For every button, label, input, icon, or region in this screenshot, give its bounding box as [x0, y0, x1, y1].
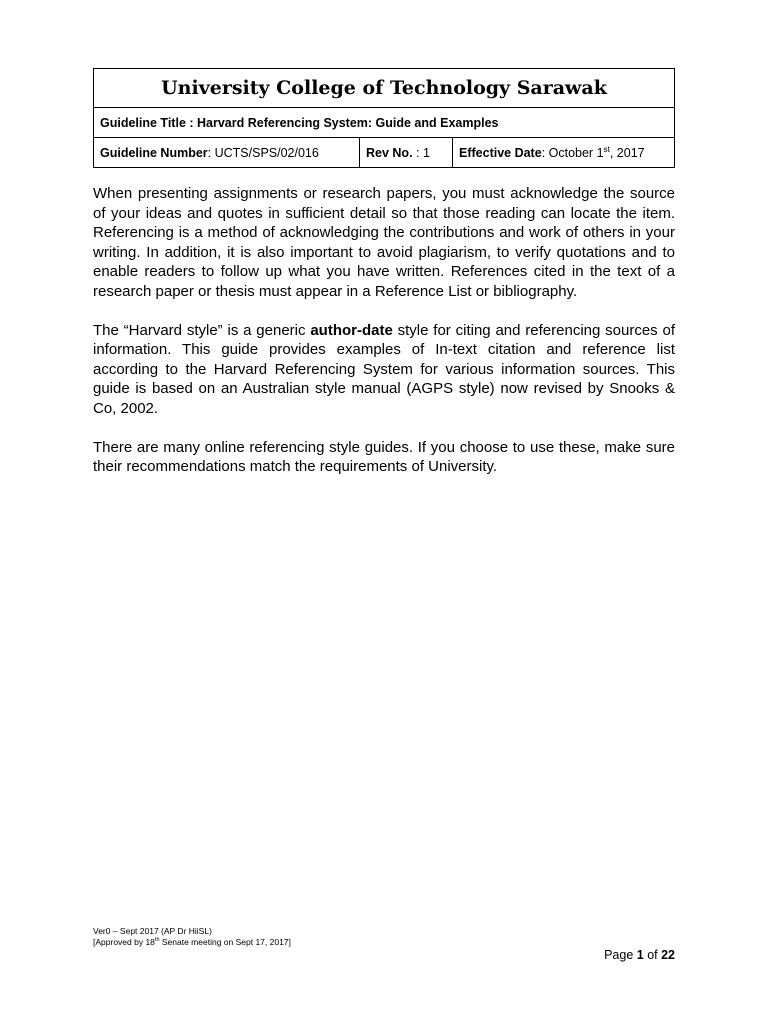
- body-text: [93, 184, 675, 496]
- paragraph-3: There are many online referencing style guides. If you choose to use these, make sure their recommendations match the requirements of University.: [93, 438, 675, 475]
- version-line: Ver0 – Sept 2017 (AP Dr HiiSL): [93, 926, 212, 936]
- paragraph-1: When presenting assignments or research papers, you must acknowledge the source of your ideas and quotes in sufficient detail so that those reading can locate the item. Referencing is a method of acknowledging the contributions and work of others in your writing. In addition, it is also important to avoid plagiarism, to verify quotations and to enable readers to follow up what you have written. References cited in the text of a research paper or thesis must appear in a Reference List or bibliography.: [93, 185, 675, 300]
- approval-line: [Approved by 18th Senate meeting on Sept 17, 2017]: [93, 937, 291, 947]
- paragraph-2: The “Harvard style” is a generic author-date style for citing and referencing sources of information. This guide provides examples of In-text citation and reference list according to the Harvard Referencing System for various information sources. This guide is based on an Australian style manual (AGPS style) now revised by Snooks & Co, 2002.: [93, 321, 676, 417]
- guideline-number: Guideline Number: UCTS/SPS/02/016: [94, 138, 360, 168]
- rev-number: Rev No. : 1: [360, 138, 453, 168]
- guideline-title: Guideline Title : Harvard Referencing System: Guide and Examples: [94, 108, 675, 138]
- university-title: University College of Technology Sarawak: [94, 69, 675, 108]
- footer-note: [93, 926, 291, 948]
- header-table: [93, 68, 675, 168]
- effective-date: Effective Date: October 1st, 2017: [453, 138, 675, 168]
- page-number: Page 1 of 22: [604, 948, 675, 962]
